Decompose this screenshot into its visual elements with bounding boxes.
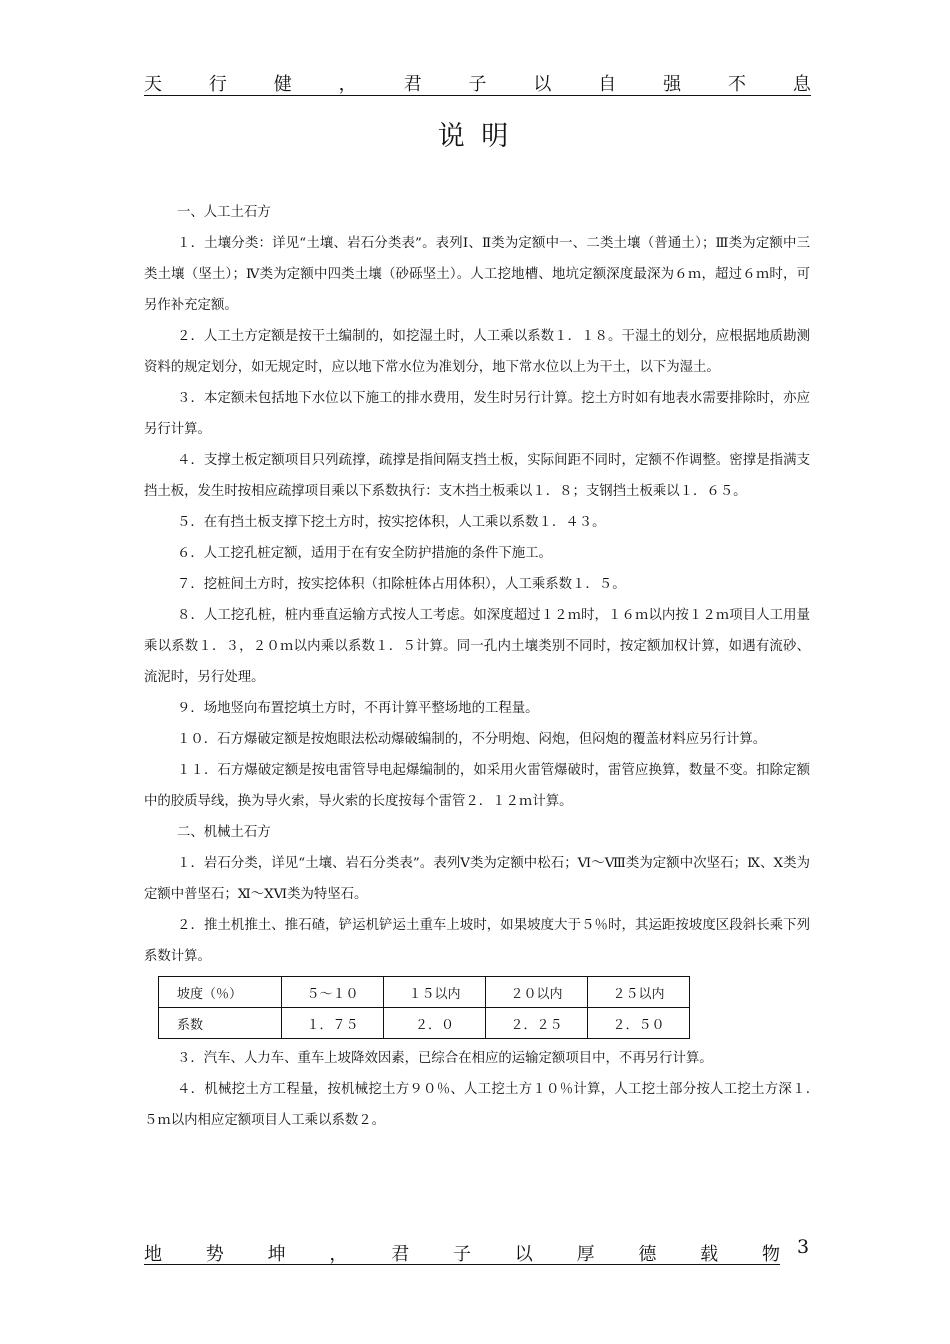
paragraph: ３．本定额未包括地下水位以下施工的排水费用，发生时另行计算。挖土方时如有地表水需要排除时，亦应另行计算。 (144, 391, 810, 437)
header-motto-char: 息 (792, 74, 811, 95)
page-title: 说 明 (437, 121, 513, 152)
paragraph: ２．推土机推土、推石碴，铲运机铲运土重车上坡时，如果坡度大于５％时，其运距按坡度区段斜长乘下列系数计算。 (144, 918, 810, 964)
footer-motto-char: 子 (452, 1244, 471, 1265)
header-motto-char: ， (338, 74, 357, 95)
header-motto-char: 自 (598, 74, 617, 95)
table-row-header: 坡度（％） (159, 977, 282, 1008)
paragraph: ３．汽车、人力车、重车上坡降效因素，已综合在相应的运输定额项目中，不再另行计算。 (177, 1051, 713, 1066)
paragraph: ４．机械挖土方工程量，按机械挖土方９０％、人工挖土方１０％计算，人工挖土部分按人工挖土方深１.５ｍ以内相应定额项目人工乘以系数２。 (144, 1082, 810, 1128)
table-row (159, 1008, 690, 1039)
footer-motto-char: 君 (391, 1244, 410, 1265)
footer-motto-char: 势 (205, 1244, 224, 1265)
header-motto (144, 70, 811, 96)
paragraph: ２．人工土方定额是按干土编制的，如挖湿土时，人工乘以系数１．１８。干湿土的划分，应根据地质勘测资料的规定划分，如无规定时，应以地下常水位为准划分，地下常水位以上为干土，以下为湿土。 (144, 329, 810, 375)
document-body (144, 197, 810, 1136)
footer-motto-char: 地 (144, 1244, 162, 1265)
paragraph: １０．石方爆破定额是按炮眼法松动爆破编制的，不分明炮、闷炮，但闷炮的覆盖材料应另行计算。 (177, 732, 767, 747)
footer-motto-char: 以 (514, 1244, 533, 1265)
section-heading: 一、人工土石方 (177, 205, 271, 220)
paragraph: １．岩石分类，详见“土壤、岩石分类表”。表列Ⅴ类为定额中松石；Ⅵ～Ⅷ类为定额中次坚石；Ⅸ、Ⅹ类为定额中普坚石；Ⅺ～ⅩⅥ类为特坚石。 (144, 856, 810, 902)
table-cell: ２．２５ (486, 1008, 588, 1039)
header-motto-char: 健 (273, 74, 292, 95)
table-row-header: 系数 (159, 1008, 282, 1039)
header-motto-char: 子 (468, 74, 487, 95)
page-number: 3 (797, 1236, 810, 1258)
footer-motto-char: 载 (700, 1244, 719, 1265)
section-heading: 二、机械土石方 (177, 825, 271, 840)
header-rule (144, 95, 811, 96)
header-motto-char: 天 (144, 74, 162, 95)
paragraph: ７．挖桩间土方时，按实挖体积（扣除桩体占用体积），人工乘系数１．５。 (177, 577, 626, 592)
table-cell: ２０以内 (486, 977, 588, 1008)
footer-rule (144, 1264, 780, 1265)
header-motto-char: 不 (728, 74, 747, 95)
header-motto-char: 君 (403, 74, 422, 95)
table-cell: １．７５ (282, 1008, 384, 1039)
table-cell: １５以内 (384, 977, 486, 1008)
footer-motto-char: 坤 (267, 1244, 286, 1265)
footer-motto (144, 1240, 780, 1266)
table-cell: ２．０ (384, 1008, 486, 1039)
slope-coefficient-table (158, 976, 690, 1039)
paragraph: １．土壤分类：详见“土壤、岩石分类表”。表列Ⅰ、Ⅱ类为定额中一、二类土壤（普通土）；Ⅲ类为定额中三类土壤（坚土）；Ⅳ类为定额中四类土壤（砂砾坚土）。人工挖地槽、地坑定额深度最深为６ｍ，超过６ｍ时，可另作补充定额。 (144, 236, 810, 313)
footer-motto-char: ， (329, 1244, 348, 1265)
header-motto-char: 强 (663, 74, 682, 95)
paragraph: ５．在有挡土板支撑下挖土方时，按实挖体积，人工乘以系数１．４３。 (177, 515, 606, 530)
paragraph: ９．场地竖向布置挖填土方时，不再计算平整场地的工程量。 (177, 701, 539, 716)
table-cell: ５～１０ (282, 977, 384, 1008)
paragraph: ４．支撑土板定额项目只列疏撑，疏撑是指间隔支挡土板，实际间距不同时，定额不作调整。密撑是指满支挡土板，发生时按相应疏撑项目乘以下系数执行：支木挡土板乘以１．８；支钢挡土板乘以１．６５。 (144, 453, 810, 499)
footer-motto-char: 物 (761, 1244, 780, 1265)
header-motto-char: 行 (208, 74, 227, 95)
table-cell: ２５以内 (588, 977, 690, 1008)
table-cell: ２．５０ (588, 1008, 690, 1039)
header-motto-char: 以 (533, 74, 552, 95)
footer-motto-char: 德 (638, 1244, 657, 1265)
footer-motto-char: 厚 (576, 1244, 595, 1265)
paragraph: ８．人工挖孔桩，桩内垂直运输方式按人工考虑。如深度超过１２ｍ时，１６ｍ以内按１２ｍ项目人工用量乘以系数１．３，２０ｍ以内乘以系数１．５计算。同一孔内土壤类别不同时，按定额加权计算，如遇有流砂、流泥时，另行处理。 (144, 608, 810, 685)
table-row (159, 977, 690, 1008)
paragraph: ６．人工挖孔桩定额，适用于在有安全防护措施的条件下施工。 (177, 546, 552, 561)
paragraph: １１．石方爆破定额是按电雷管导电起爆编制的，如采用火雷管爆破时，雷管应换算，数量不变。扣除定额中的胶质导线，换为导火索，导火索的长度按每个雷管２．１２ｍ计算。 (144, 763, 810, 809)
